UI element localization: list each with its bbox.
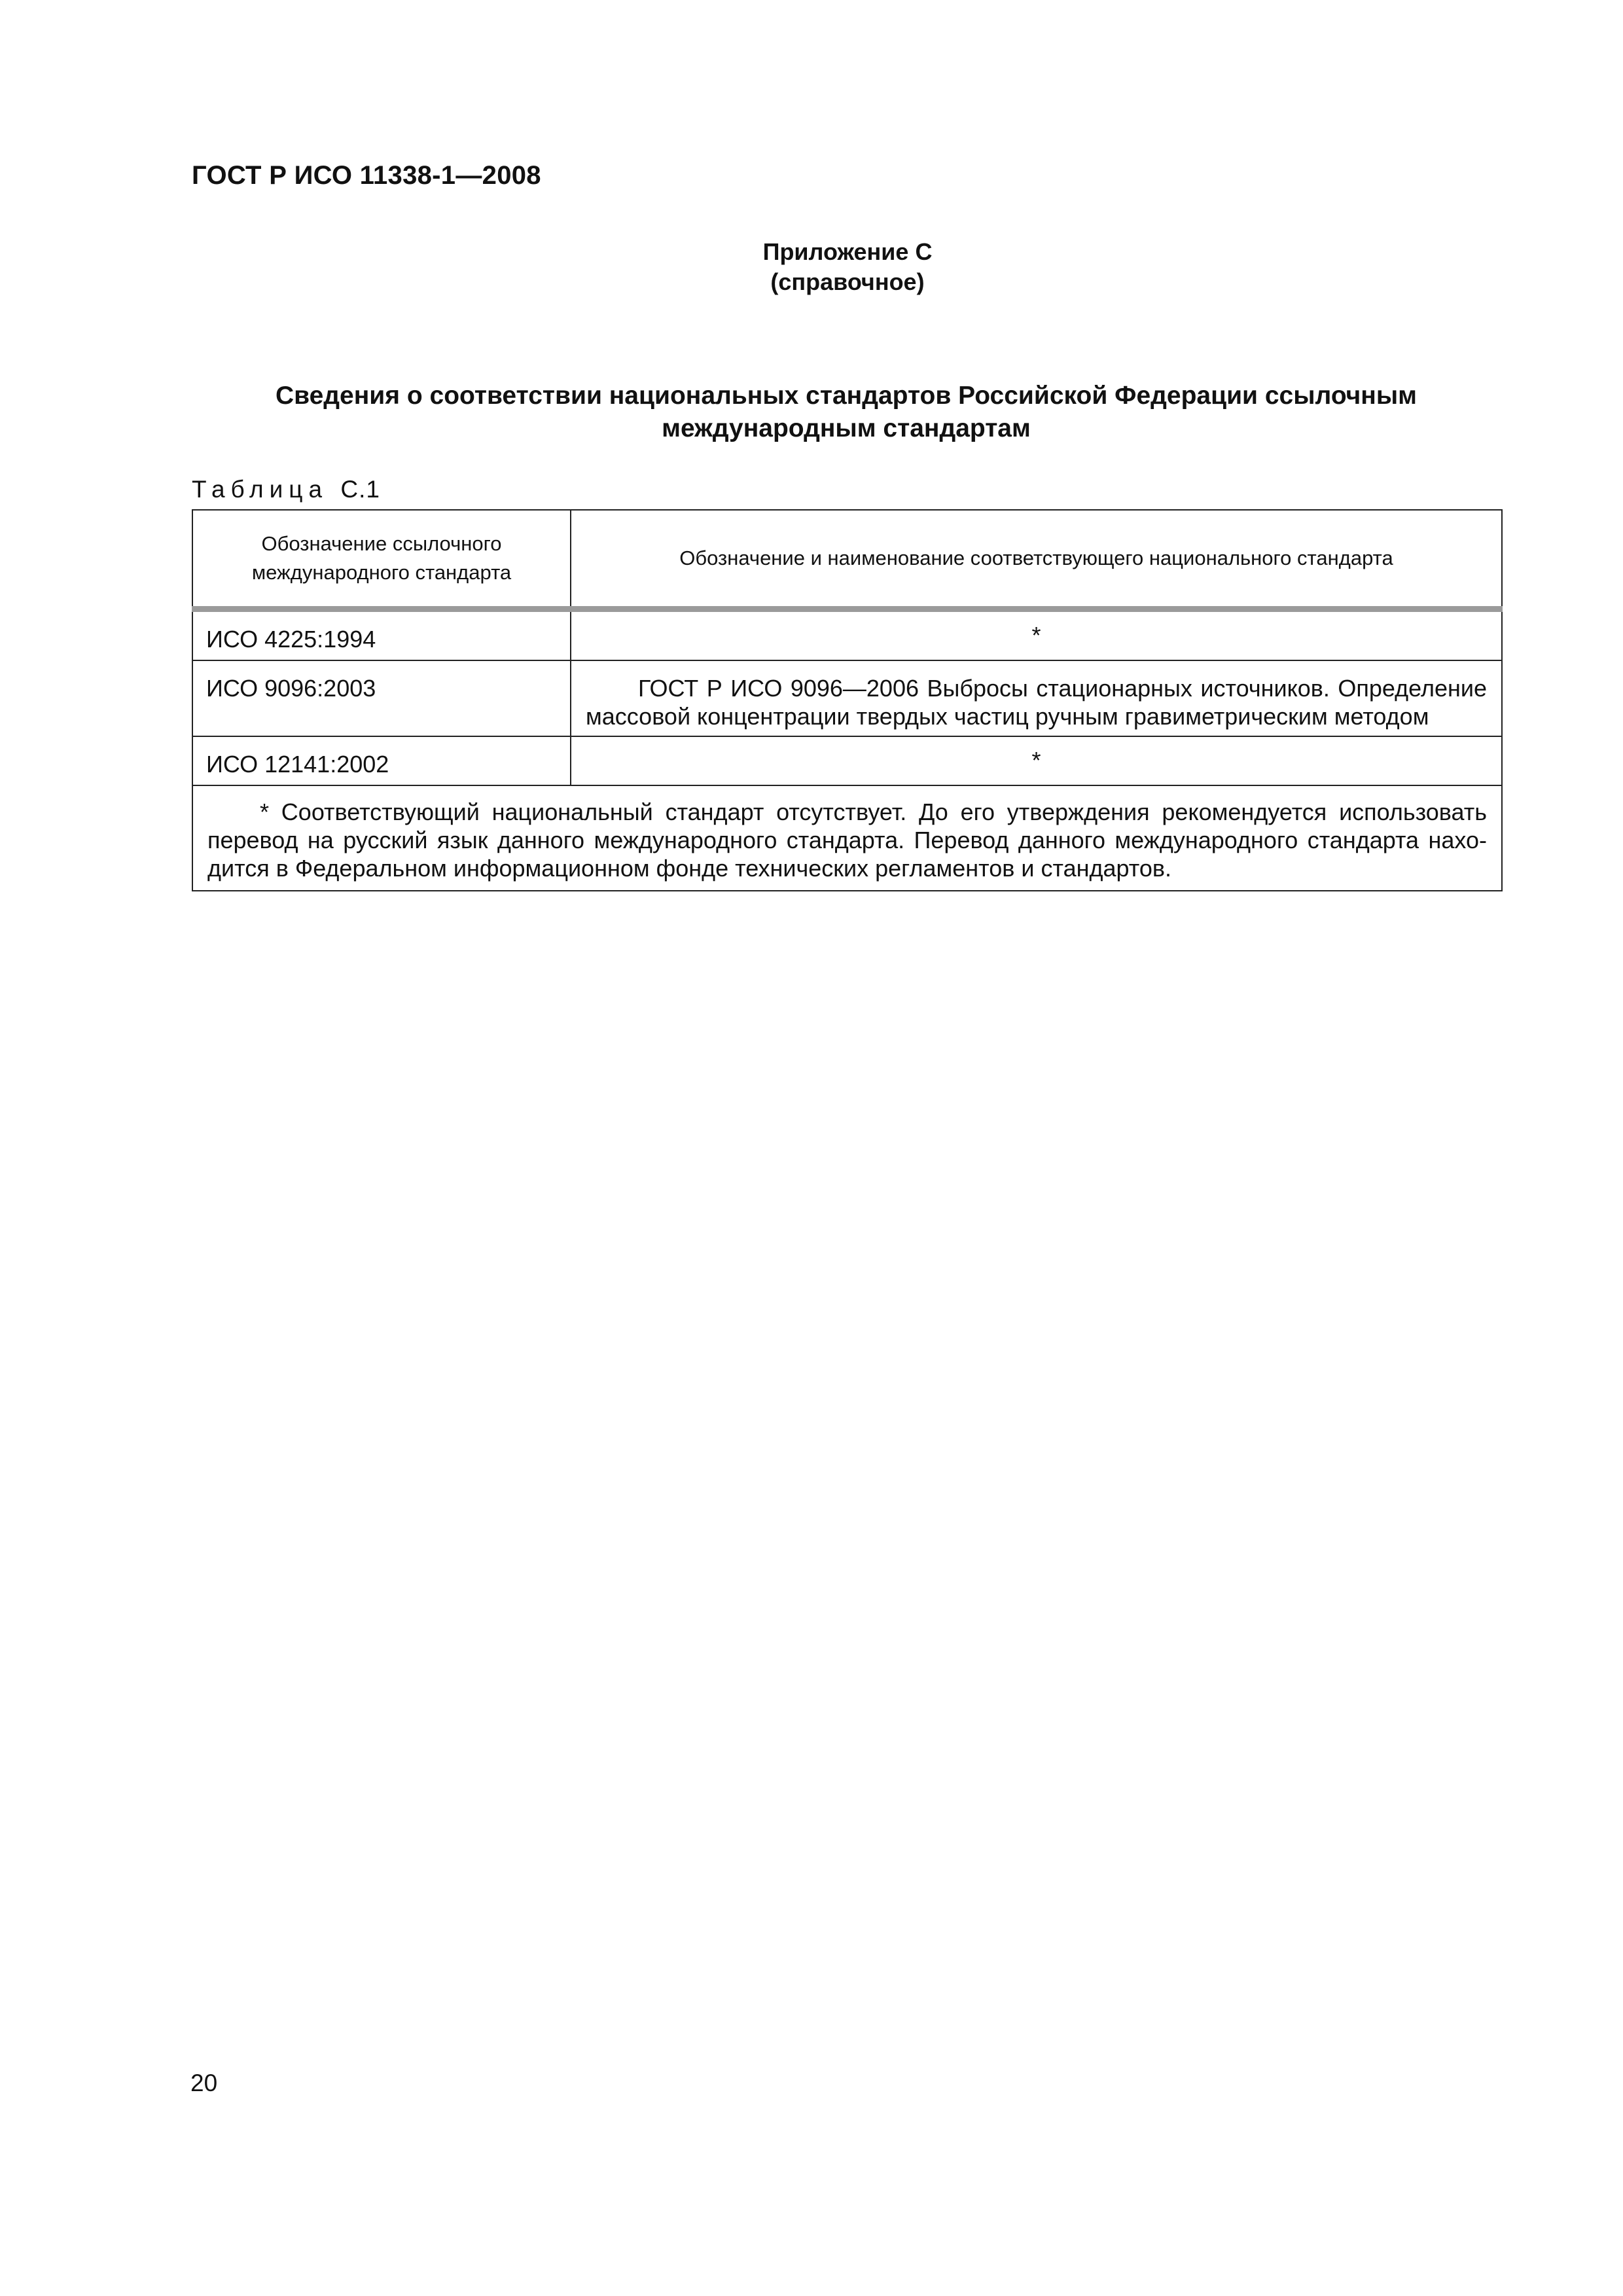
header-reference-line-2: международного стандарта	[251, 561, 512, 584]
standards-correspondence-table	[192, 509, 1503, 891]
header-national-standard: Обозначение и наименование соответствующего национального стандарта	[571, 510, 1502, 609]
table-row	[192, 736, 1502, 785]
section-title-line-2: международным стандартам	[662, 414, 1031, 442]
section-title-line-1: Сведения о соответствии национальных стандартов Российской Федерации ссылочным	[275, 382, 1418, 410]
page-number: 20	[190, 2070, 218, 2096]
appendix-heading	[0, 237, 1623, 297]
table-header-row	[192, 510, 1502, 609]
table-caption-word: Таблица	[192, 476, 329, 503]
reference-cell: ИСО 12141:2002	[192, 736, 571, 785]
reference-cell: ИСО 9096:2003	[192, 660, 571, 736]
appendix-title: Приложение С	[762, 238, 933, 265]
table-row	[192, 609, 1502, 661]
national-cell: *	[571, 609, 1502, 661]
section-title	[192, 380, 1501, 445]
national-cell: *	[571, 736, 1502, 785]
table-row	[192, 660, 1502, 736]
header-reference-standard	[192, 510, 571, 609]
table-footnote-row	[192, 785, 1502, 891]
document-code: ГОСТ Р ИСО 11338-1—2008	[192, 161, 541, 190]
national-cell: ГОСТ Р ИСО 9096—2006 Выбросы стационарных источников. Определение массовой концентрации твердых частиц ручным гравиметрическим методом	[571, 660, 1502, 736]
reference-cell: ИСО 4225:1994	[192, 609, 571, 661]
appendix-subtitle: (справочное)	[770, 268, 925, 295]
table-footnote: * Соответствующий национальный стандарт отсутствует. До его утверждения рекомендуется использовать перевод на русский язык данного международного стандарта. Перевод данного международного стандарта находится в Федеральном информационном фонде технических регламентов и стандартов.	[192, 785, 1502, 891]
table-caption-number: С.1	[340, 476, 380, 503]
header-reference-line-1: Обозначение ссылочного	[261, 532, 502, 555]
table-caption	[192, 476, 380, 503]
